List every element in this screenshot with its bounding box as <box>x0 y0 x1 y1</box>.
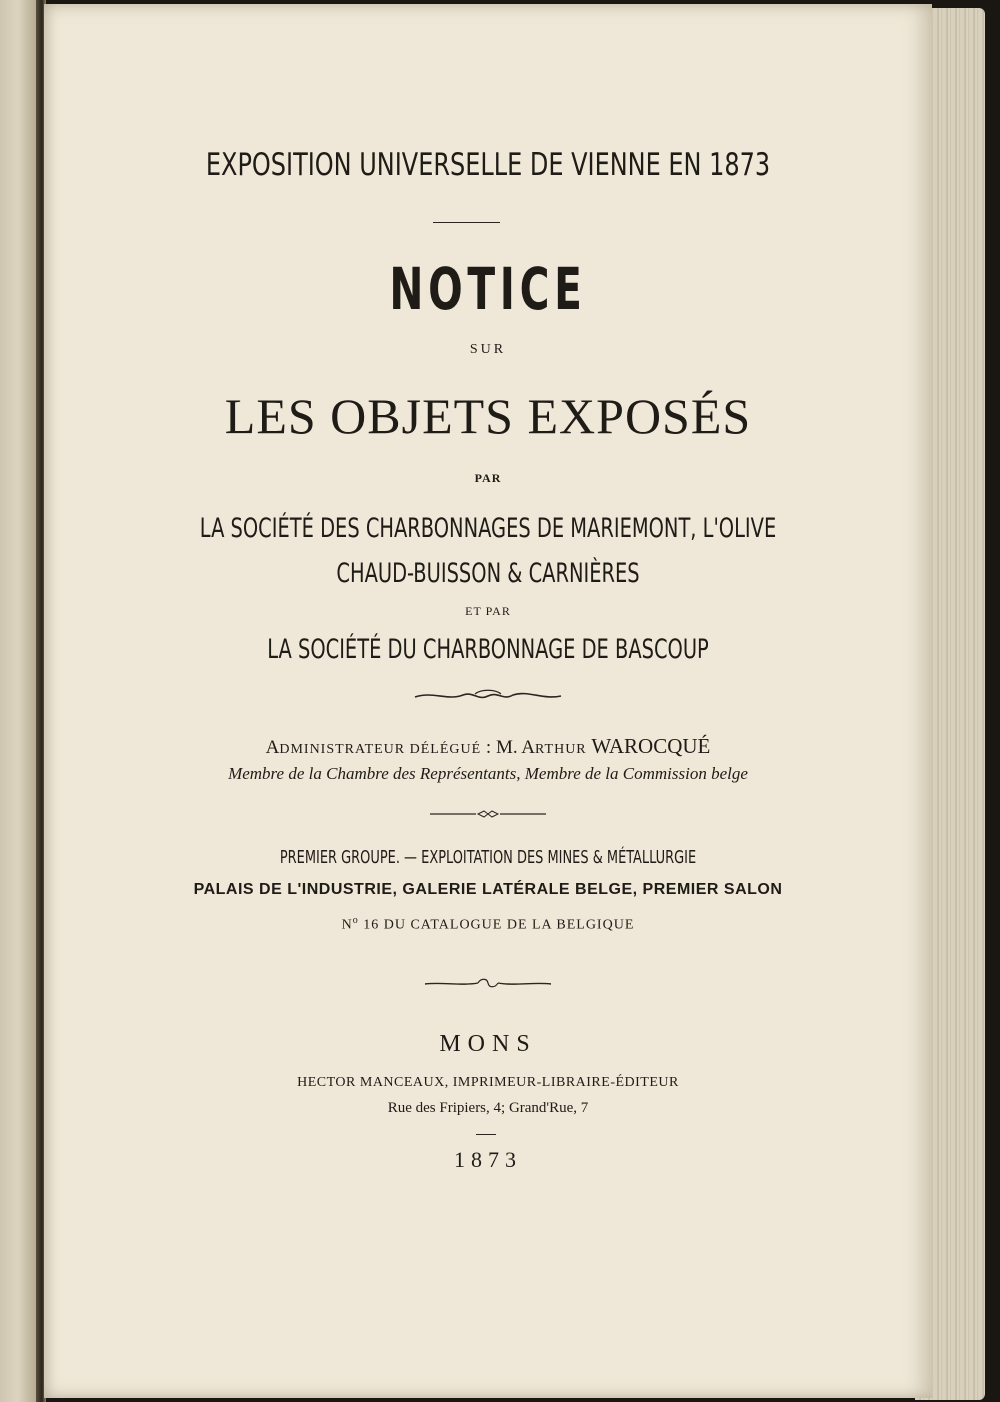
par-label: PAR <box>474 471 502 485</box>
address-line: Rue des Fripiers, 4; Grand'Rue, 7 <box>387 1100 589 1116</box>
admin-label-initial: A <box>265 737 280 758</box>
et-par-label: ET PAR <box>465 604 511 618</box>
objets-exposes-heading: LES OBJETS EXPOSÉS <box>224 388 752 444</box>
catalogue-line <box>44 915 932 934</box>
scroll-rule-ornament-icon <box>423 976 553 990</box>
administrateur-line <box>44 734 932 759</box>
flourish-ornament-icon <box>413 687 563 705</box>
notice-heading: NOTICE <box>389 255 587 323</box>
star-rule-ornament-icon <box>428 808 548 820</box>
publication-year: 1873 <box>454 1147 522 1172</box>
premier-groupe-line: PREMIER GROUPE. — EXPLOITATION DES MINES & MÉTALLURGIE <box>279 847 697 868</box>
societe-bascoup: LA SOCIÉTÉ DU CHARBONNAGE DE BASCOUP <box>267 634 709 665</box>
societe-mariemont-line2: CHAUD-BUISSON & CARNIÈRES <box>336 558 640 589</box>
ornament-flourish-1 <box>44 687 932 710</box>
title-page <box>44 4 932 1398</box>
admin-rthur: RTHUR <box>535 742 587 757</box>
admin-name: WAROCQUÉ <box>591 734 711 758</box>
title-divider <box>433 222 500 223</box>
admin-label-rest: DMINISTRATEUR DÉLÉGUÉ <box>279 742 482 757</box>
catalogue-no-superscript: o <box>352 915 359 926</box>
admin-m: M. A <box>495 737 536 758</box>
admin-separator: : <box>481 737 496 758</box>
catalogue-no: N <box>341 917 353 933</box>
year-divider <box>476 1134 496 1135</box>
membre-line: Membre de la Chambre des Représentants, Membre de la Commission belge <box>228 764 748 783</box>
ornament-rule-1 <box>44 807 932 825</box>
societe-mariemont-line1: LA SOCIÉTÉ DES CHARBONNAGES DE MARIEMONT, L'OLIVE <box>199 513 777 544</box>
catalogue-rest: 16 DU CATALOGUE DE LA BELGIQUE <box>358 917 635 933</box>
ornament-rule-2 <box>44 976 932 995</box>
printer-line: HECTOR MANCEAUX, IMPRIMEUR-LIBRAIRE-ÉDITEUR <box>297 1075 679 1090</box>
exposition-title: EXPOSITION UNIVERSELLE DE VIENNE EN 1873 <box>205 147 771 183</box>
city-mons: MONS <box>439 1031 537 1057</box>
sur-label: SUR <box>469 342 507 357</box>
palais-line: PALAIS DE L'INDUSTRIE, GALERIE LATÉRALE BELGE, PREMIER SALON <box>193 881 783 898</box>
